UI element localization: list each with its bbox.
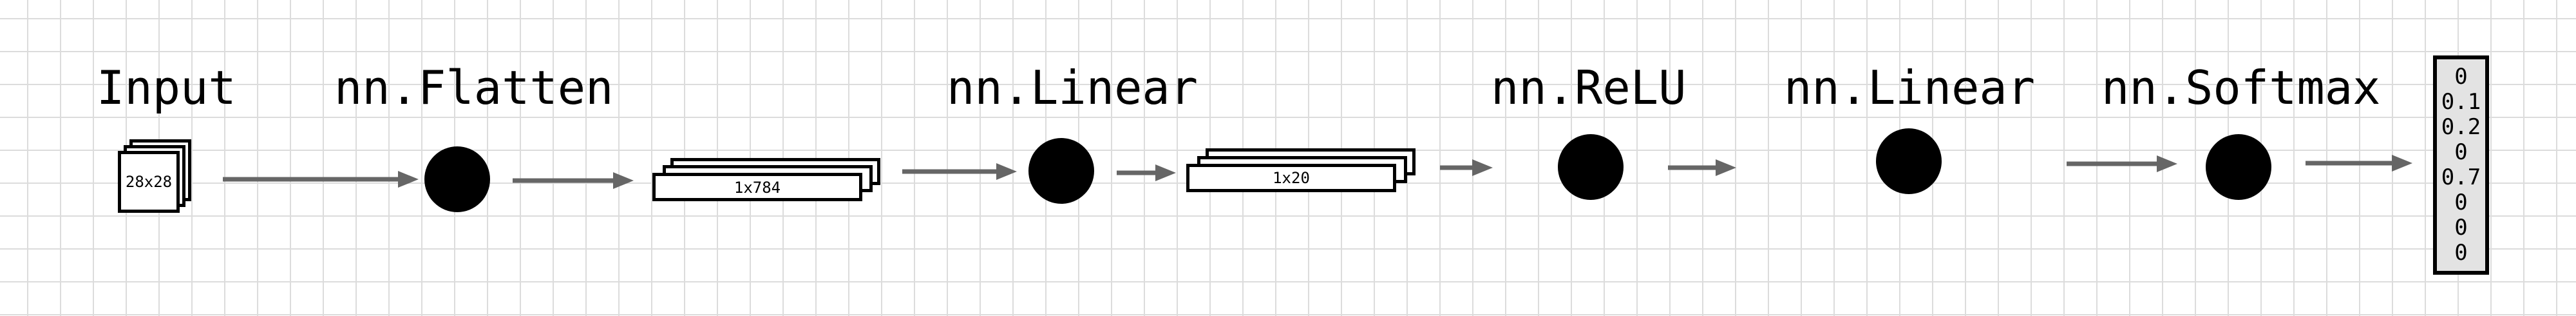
- layer-label-softmax: nn.Softmax: [2101, 61, 2381, 115]
- arrow-icon: [1440, 158, 1493, 177]
- arrow-icon: [1668, 158, 1736, 177]
- arrow-icon: [2067, 154, 2177, 173]
- output-value: 0.1: [2441, 89, 2481, 115]
- arrow-icon: [223, 170, 419, 189]
- linear-output-label: 1x20: [1273, 169, 1310, 187]
- output-value: 0: [2454, 215, 2468, 241]
- linear-1-node: [1028, 138, 1094, 204]
- output-value: 0.7: [2441, 164, 2481, 190]
- layer-label-flatten: nn.Flatten: [334, 61, 614, 115]
- softmax-node: [2206, 134, 2271, 200]
- flatten-node: [424, 146, 490, 212]
- layer-label-linear-2: nn.Linear: [1784, 61, 2036, 115]
- output-value: 0: [2454, 240, 2468, 266]
- relu-node: [1558, 134, 1624, 200]
- arrow-icon: [1117, 163, 1176, 183]
- layer-label-relu: nn.ReLU: [1491, 61, 1687, 115]
- arrow-icon: [513, 171, 634, 190]
- output-value: 0.2: [2441, 114, 2481, 140]
- input-tensor-label: 28x28: [125, 173, 173, 191]
- output-value: 0: [2454, 139, 2468, 165]
- output-value: 0: [2454, 64, 2468, 90]
- flatten-output-label: 1x784: [734, 179, 781, 197]
- layer-label-input: Input: [97, 61, 236, 115]
- arrow-icon: [2306, 153, 2412, 173]
- layer-label-linear-1: nn.Linear: [947, 61, 1198, 115]
- output-value: 0: [2454, 190, 2468, 215]
- linear-2-node: [1876, 128, 1942, 194]
- arrow-icon: [902, 162, 1017, 181]
- output-probability-vector: [2433, 55, 2489, 275]
